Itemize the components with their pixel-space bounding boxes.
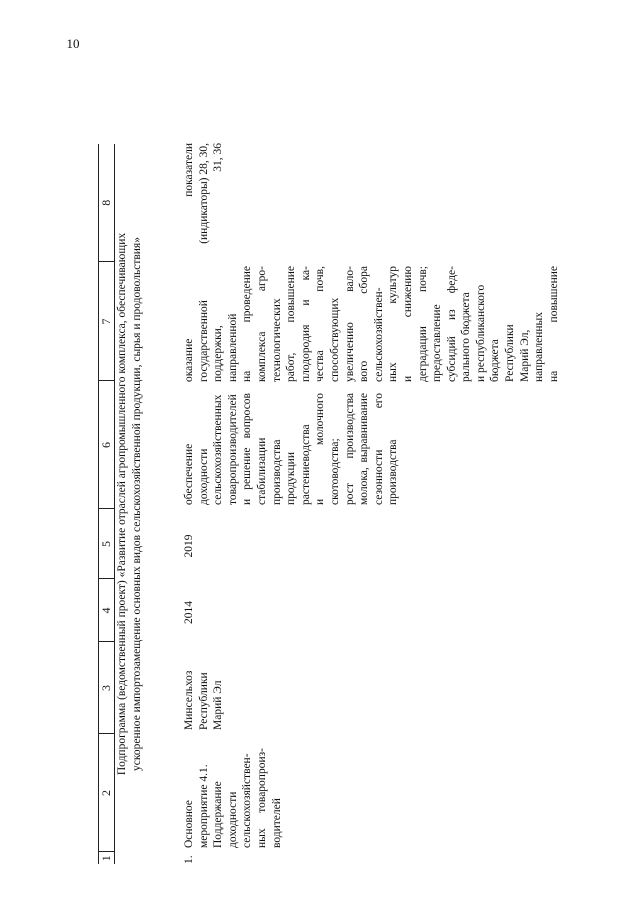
direction-line: государственной xyxy=(197,300,210,382)
direction-line: рального бюджета xyxy=(460,292,473,382)
event-name-cell xyxy=(182,748,284,848)
subprogram-title-line: Подпрограмма (ведомственный проект) «Развитие отраслей агропромышленного комплекса, обеспечивающих xyxy=(116,232,128,776)
result-line: сезонности его xyxy=(372,393,385,505)
direction-line: ных культур xyxy=(387,266,400,382)
column-number: 1 xyxy=(99,852,115,864)
column-number: 2 xyxy=(99,734,115,852)
result-line: сельскохозяйственных xyxy=(212,394,225,505)
column-number: 7 xyxy=(99,262,115,381)
event-line: Основное xyxy=(183,800,195,848)
direction-line: и республиканского xyxy=(474,284,487,382)
result-line: товаропроизводителей xyxy=(226,394,239,505)
result-line: производства xyxy=(387,439,400,505)
executor-line: Марий Эл xyxy=(212,680,225,730)
direction-line: направленных xyxy=(533,311,546,382)
column-number: 8 xyxy=(99,144,115,262)
result-line: производства продукции xyxy=(270,439,298,505)
direction-line: вого сбора xyxy=(358,266,371,382)
event-line: доходности xyxy=(226,791,239,848)
result-line: молока, выравнивание xyxy=(358,393,371,505)
event-line: мероприятие 4.1. xyxy=(197,764,210,848)
direction-line: комплекса агро- xyxy=(255,266,268,382)
expected-result-cell xyxy=(182,393,401,505)
program-table xyxy=(98,144,115,864)
result-line: скотоводства; xyxy=(328,438,341,505)
direction-line: на проведение xyxy=(241,266,254,382)
direction-line: Республики xyxy=(504,324,517,382)
result-line: обеспечение доходности xyxy=(183,443,210,505)
result-line: и решение вопросов xyxy=(241,393,254,505)
end-year-cell xyxy=(182,511,197,581)
indicators-cell xyxy=(182,143,226,263)
direction-line: оказание xyxy=(183,338,195,382)
direction-line: на повышение xyxy=(547,266,560,382)
row-number: 1. xyxy=(183,855,195,864)
direction-line: направленной xyxy=(226,313,239,382)
indicators-line: (индикаторы) 28, 30, xyxy=(197,143,210,244)
start-year-cell xyxy=(182,581,197,644)
column-number: 5 xyxy=(99,509,115,579)
column-number-header xyxy=(99,144,115,864)
main-directions-cell xyxy=(182,266,561,382)
end-year: 2019 xyxy=(183,534,195,558)
event-line: сельскохозяйствен- xyxy=(241,753,254,848)
event-line: водителей xyxy=(270,798,283,848)
direction-line: технологических xyxy=(270,298,283,382)
direction-line: Марий Эл, xyxy=(518,329,531,382)
direction-line: предоставление xyxy=(431,304,444,382)
subprogram-title-line: ускоренное импортозамещение основных видов сельскохозяйственной продукции, сырья и продовольствия» xyxy=(130,237,143,771)
direction-line: бюджета xyxy=(489,339,502,382)
direction-line: поддержки, xyxy=(212,325,225,382)
subprogram-title xyxy=(115,144,165,864)
rotated-table-sheet xyxy=(98,144,628,864)
result-line: и молочного xyxy=(314,393,327,505)
column-number: 4 xyxy=(99,579,115,642)
result-line: рост производства xyxy=(343,393,356,505)
result-line: растениеводства xyxy=(299,424,312,505)
executor-line: Республики xyxy=(197,672,210,730)
executor-line: Минсельхоз xyxy=(183,670,195,730)
direction-line: плодородия и ка- xyxy=(299,266,312,382)
indicators-line: показатели xyxy=(183,143,195,197)
start-year: 2014 xyxy=(183,601,195,624)
direction-line: сельскохозяйствен- xyxy=(372,287,385,382)
direction-line: способствующих xyxy=(328,297,341,382)
indicators-line: 31, 36 xyxy=(212,143,225,172)
direction-line: деградации почв; xyxy=(416,266,429,382)
result-line: стабилизации xyxy=(255,437,268,505)
direction-line: работ, повышение xyxy=(285,266,298,382)
direction-line: увеличению вало- xyxy=(343,266,356,382)
direction-line: чества почв, xyxy=(314,266,327,382)
executor-cell xyxy=(182,644,226,730)
page-number: 10 xyxy=(66,36,80,51)
direction-line: и снижению xyxy=(401,266,414,382)
direction-line: субсидий из феде- xyxy=(445,266,458,382)
column-number: 6 xyxy=(99,381,115,509)
event-line: ных товаропроиз- xyxy=(255,748,268,848)
event-line: Поддержание xyxy=(212,781,225,848)
column-number: 3 xyxy=(99,642,115,734)
